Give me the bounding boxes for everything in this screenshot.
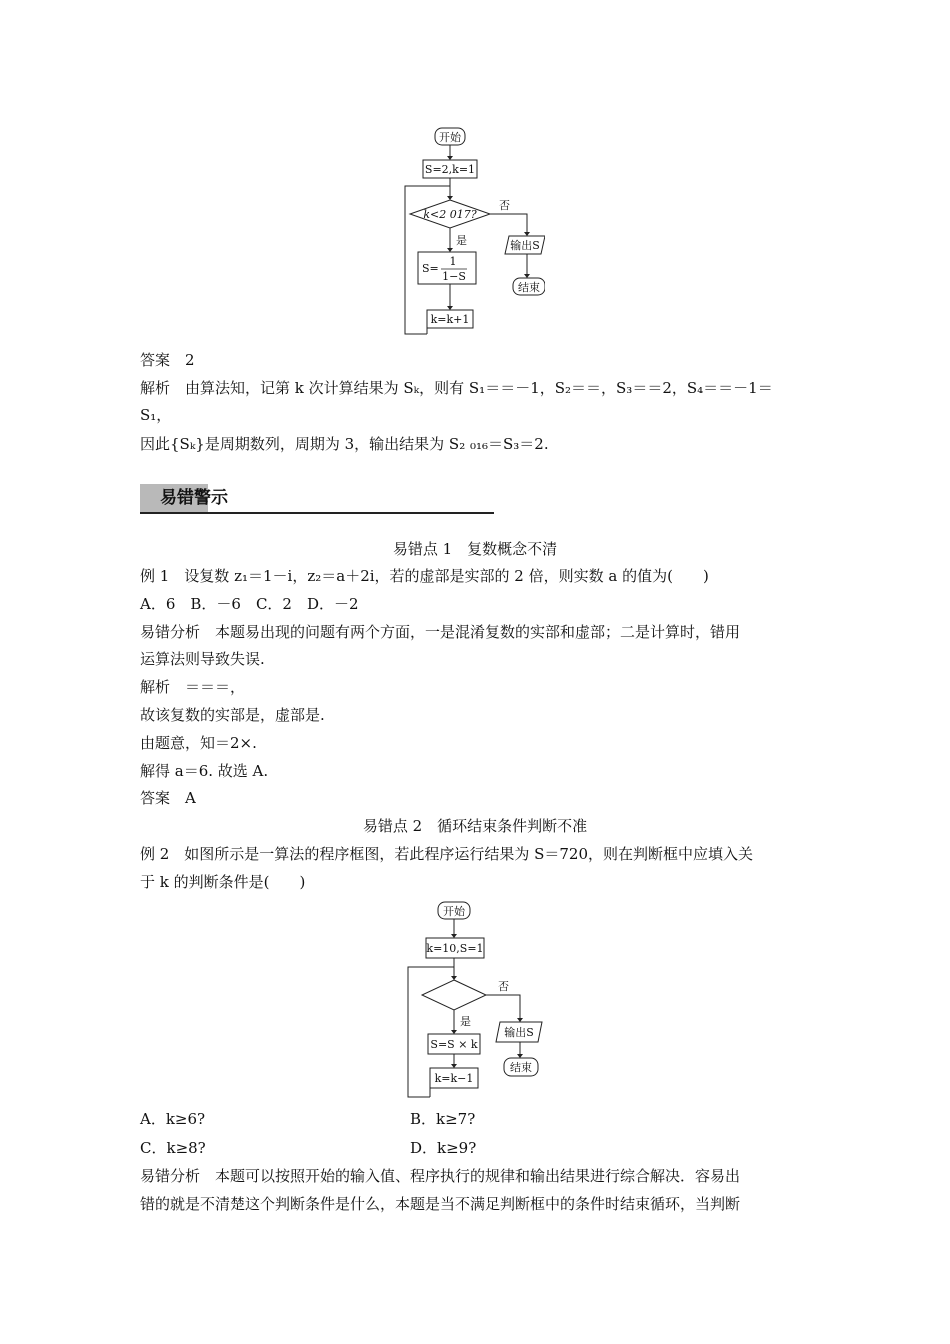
option-a: A．k≥6? bbox=[140, 1110, 206, 1128]
point-1-analysis-a: 易错分析 本题易出现的问题有两个方面，一是混淆复数的实部和虚部；二是计算时，错用 bbox=[140, 623, 741, 641]
point-2-analysis-a: 易错分析 本题可以按照开始的输入值、程序执行的规律和输出结果进行综合解决．容易出 bbox=[140, 1167, 741, 1185]
point-1-solution-4: 解得 a＝6. 故选 A. bbox=[140, 762, 269, 780]
flow1-assign-den: 1−S bbox=[442, 270, 466, 283]
point-2-analysis-b: 错的就是不清楚这个判断条件是什么，本题是当不满足判断框中的条件时结束循环，当判断 bbox=[140, 1195, 741, 1213]
flow2-end-label: 结束 bbox=[510, 1061, 532, 1074]
flow1-yes-label: 是 bbox=[456, 234, 467, 247]
flow1-init-label: S=2,k=1 bbox=[424, 163, 476, 176]
analysis-1-line3: 因此{Sₖ}是周期数列，周期为 3，输出结果为 S₂ ₀₁₆＝S₃＝2. bbox=[140, 435, 549, 453]
point-2-heading: 易错点 2 循环结束条件判断不准 bbox=[362, 817, 588, 835]
flowchart-2 bbox=[398, 896, 548, 1102]
flow1-end-label: 结束 bbox=[518, 281, 540, 294]
option-b: B．k≥7? bbox=[410, 1110, 476, 1128]
flow1-assign-lhs: S= bbox=[422, 262, 439, 275]
flowchart-1 bbox=[395, 120, 545, 340]
flow2-no-label: 否 bbox=[498, 980, 509, 993]
section-title: 易错警示 bbox=[160, 488, 228, 508]
flow1-output-label: 输出S bbox=[510, 239, 540, 252]
flow2-start-label: 开始 bbox=[443, 905, 465, 918]
flow2-init-label: k=10,S=1 bbox=[426, 942, 484, 955]
analysis-1-line2: S₁， bbox=[140, 406, 172, 424]
section-rule bbox=[140, 512, 494, 514]
point-1-answer: 答案 A bbox=[140, 789, 196, 807]
example-2-line-a: 例 2 如图所示是一算法的程序框图，若此程序运行结果为 S＝720，则在判断框中应填入关 bbox=[140, 845, 753, 863]
section-header bbox=[140, 484, 494, 514]
flow2-decision bbox=[422, 980, 486, 1010]
flow2-yes-label: 是 bbox=[460, 1015, 471, 1028]
option-c: C．k≥8? bbox=[140, 1139, 206, 1157]
flow1-inc-label: k=k+1 bbox=[430, 313, 470, 326]
flow2-output-label: 输出S bbox=[504, 1026, 534, 1039]
point-1-solution-2: 故该复数的实部是，虚部是. bbox=[140, 706, 325, 724]
flow1-cond-label: k<2 017? bbox=[423, 208, 477, 221]
flow1-start-label: 开始 bbox=[439, 131, 461, 144]
example-1-options: A．6 B．－6 C．2 D．－2 bbox=[140, 595, 359, 613]
example-1: 例 1 设复数 z₁＝1－i，z₂＝a＋2i，若的虚部是实部的 2 倍，则实数 a 的值为( ) bbox=[140, 567, 709, 585]
answer-1: 答案 2 bbox=[140, 351, 195, 369]
point-1-solution-3: 由题意，知＝2×. bbox=[140, 734, 257, 752]
point-1-solution-1: 解析 ＝＝＝， bbox=[140, 678, 246, 696]
flow2-dec-label: k=k−1 bbox=[434, 1072, 474, 1085]
example-2-line-b: 于 k 的判断条件是( ) bbox=[140, 873, 306, 891]
option-d: D．k≥9? bbox=[410, 1139, 477, 1157]
point-1-analysis-b: 运算法则导致失误. bbox=[140, 650, 265, 668]
analysis-1-line1: 解析 由算法知，记第 k 次计算结果为 Sₖ，则有 S₁＝＝－1，S₂＝＝，S₃＝＝2，S₄＝＝－1＝ bbox=[140, 379, 773, 397]
flow1-no-label: 否 bbox=[499, 199, 510, 212]
point-1-heading: 易错点 1 复数概念不清 bbox=[392, 540, 558, 558]
flow1-assign-num: 1 bbox=[449, 255, 457, 268]
flow2-assign-label: S=S × k bbox=[430, 1038, 478, 1051]
